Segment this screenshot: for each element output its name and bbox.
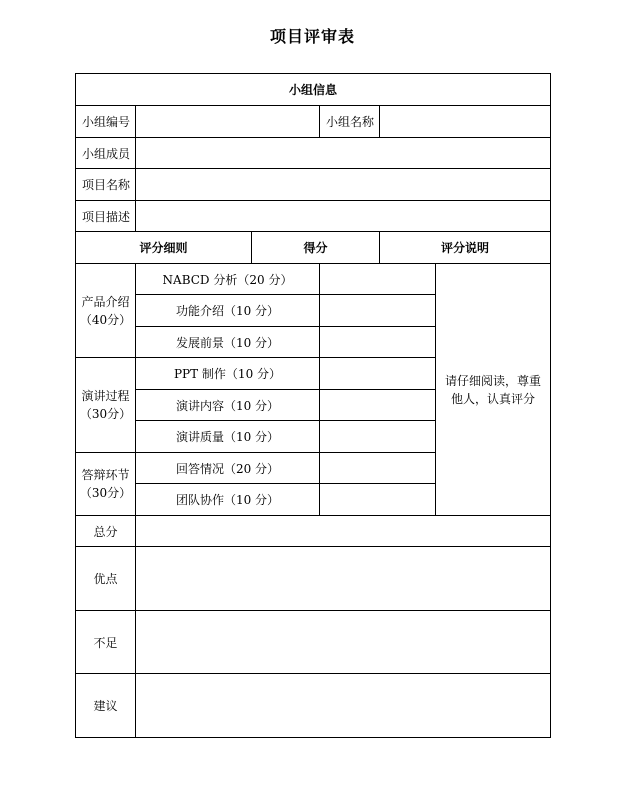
group-number-label: 小组编号	[76, 106, 136, 138]
category-product-intro	[76, 264, 136, 358]
score-field[interactable]	[320, 358, 436, 390]
suggestions-label: 建议	[76, 674, 136, 738]
weaknesses-label: 不足	[76, 611, 136, 674]
total-score-field[interactable]	[136, 516, 551, 547]
score-header: 得分	[252, 232, 380, 264]
scoring-notes-header: 评分说明	[380, 232, 551, 264]
scoring-details-header: 评分细则	[76, 232, 252, 264]
project-description-label: 项目描述	[76, 201, 136, 232]
score-field[interactable]	[320, 264, 436, 295]
score-field[interactable]	[320, 484, 436, 516]
criterion-item: 演讲质量（10 分）	[136, 421, 320, 453]
group-name-label: 小组名称	[320, 106, 380, 138]
category-name: 产品介绍	[81, 294, 130, 309]
page-title: 项目评审表	[269, 27, 355, 46]
total-score-label: 总分	[76, 516, 136, 547]
category-name: 答辩环节	[81, 468, 130, 482]
score-field[interactable]	[320, 390, 436, 421]
criterion-item: 发展前景（10 分）	[136, 327, 320, 358]
category-points: （30分）	[79, 486, 132, 500]
project-description-field[interactable]	[136, 201, 551, 232]
criterion-item: 回答情况（20 分）	[136, 453, 320, 484]
strengths-label: 优点	[76, 547, 136, 611]
category-points: （40分）	[79, 312, 132, 327]
review-form-table	[75, 73, 551, 738]
group-number-field[interactable]	[136, 106, 320, 138]
criterion-item: 演讲内容（10 分）	[136, 390, 320, 421]
scoring-note: 请仔细阅读，尊重他人，认真评分	[436, 264, 551, 516]
criterion-item: 功能介绍（10 分）	[136, 295, 320, 327]
criterion-item: 团队协作（10 分）	[136, 484, 320, 516]
group-members-label: 小组成员	[76, 138, 136, 169]
suggestions-field[interactable]	[136, 674, 551, 738]
category-points: （30分）	[79, 407, 132, 421]
score-field[interactable]	[320, 327, 436, 358]
criterion-item: PPT 制作（10 分）	[136, 358, 320, 390]
criterion-item: NABCD 分析（20 分）	[136, 264, 320, 295]
group-info-header: 小组信息	[76, 74, 551, 106]
weaknesses-field[interactable]	[136, 611, 551, 674]
group-members-field[interactable]	[136, 138, 551, 169]
score-field[interactable]	[320, 295, 436, 327]
score-field[interactable]	[320, 453, 436, 484]
score-field[interactable]	[320, 421, 436, 453]
category-name: 演讲过程	[81, 389, 130, 403]
category-defense	[76, 453, 136, 516]
category-presentation	[76, 358, 136, 453]
project-name-label: 项目名称	[76, 169, 136, 201]
group-name-field[interactable]	[380, 106, 551, 138]
strengths-field[interactable]	[136, 547, 551, 611]
project-name-field[interactable]	[136, 169, 551, 201]
